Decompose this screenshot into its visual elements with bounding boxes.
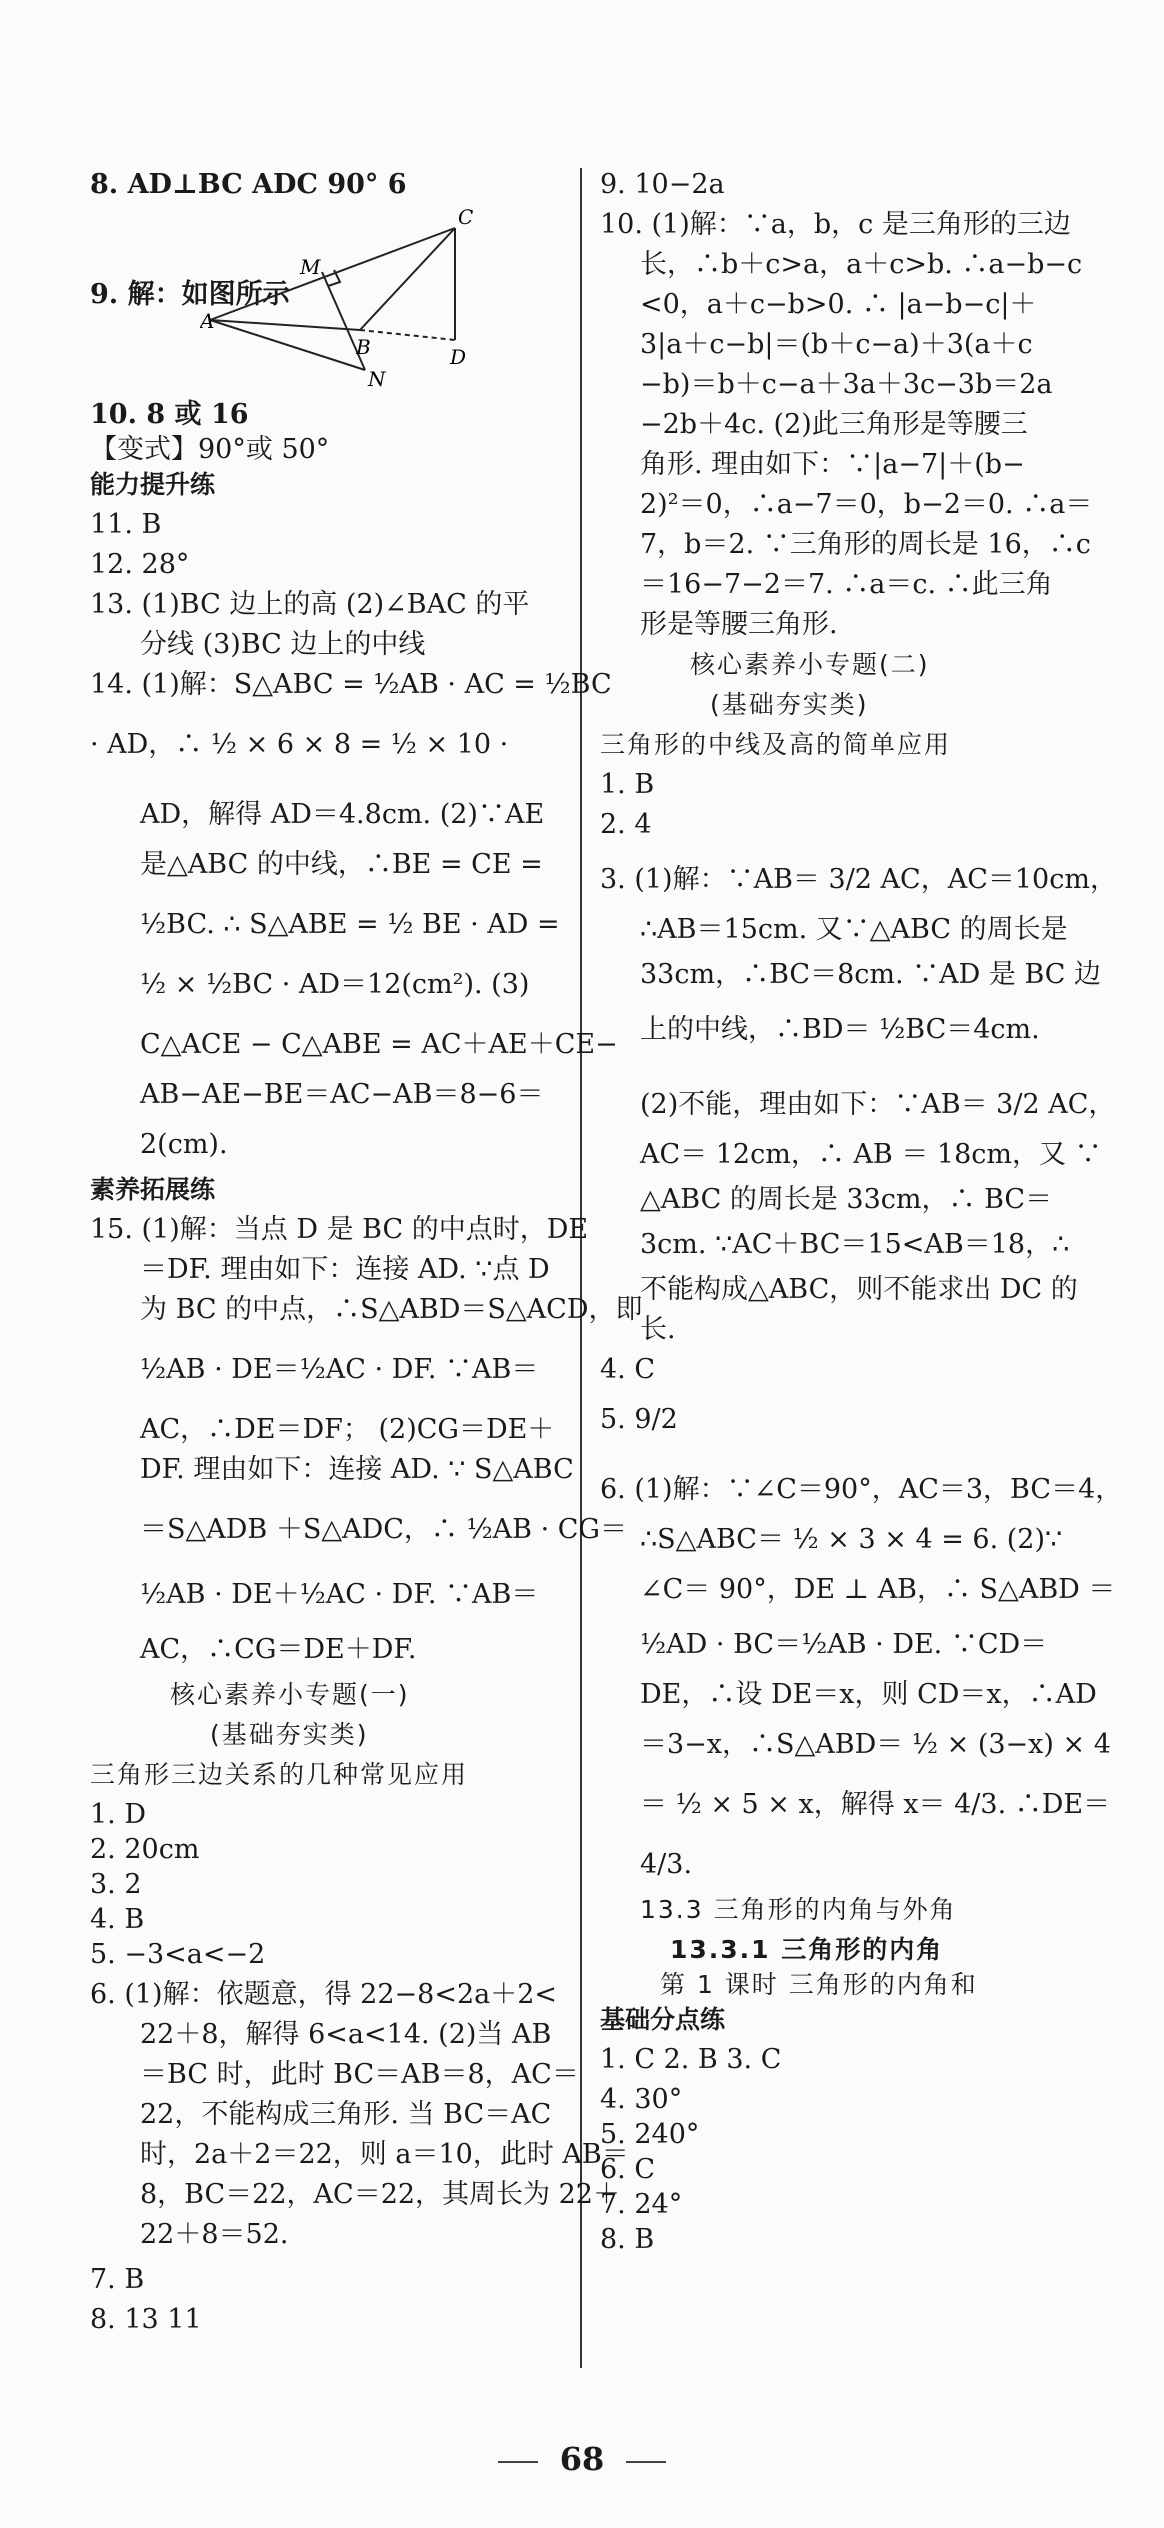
- right-text-line: (基础夯实类): [710, 690, 869, 719]
- left-text-line: 11. B: [90, 509, 162, 540]
- left-text-line: 14. (1)解：S△ABC = ½AB · AC = ½BC: [90, 669, 612, 700]
- right-text-line: ＝16−7−2＝7. ∴a＝c. ∴此三角: [640, 569, 1053, 600]
- right-text-line: 形是等腰三角形.: [640, 609, 838, 640]
- right-text-line: 角形. 理由如下：∵|a−7|＋(b−: [640, 449, 1025, 480]
- left-text-line: ＝BC 时，此时 BC＝AB＝8，AC＝: [140, 2059, 579, 2090]
- left-text-line: ＝S△ADB ＋S△ADC，∴ ½AB · CG＝: [140, 1514, 627, 1545]
- fig-label-m: M: [300, 255, 321, 279]
- left-text-line: 13. (1)BC 边上的高 (2)∠BAC 的平: [90, 589, 530, 620]
- left-text-line: 2. 20cm: [90, 1834, 200, 1865]
- right-text-line: 3. (1)解：∵AB＝ 3/2 AC，AC＝10cm，: [600, 864, 1117, 895]
- right-text-line: 4. 30°: [600, 2084, 683, 2115]
- right-text-line: 基础分点练: [600, 2005, 726, 2034]
- left-text-line: 12. 28°: [90, 549, 190, 580]
- right-text-line: ∴S△ABC＝ ½ × 3 × 4 = 6. (2)∵: [640, 1524, 1063, 1555]
- left-text-line: 是△ABC 的中线，∴BE = CE =: [140, 849, 543, 880]
- right-text-line: DE，∴设 DE＝x，则 CD＝x，∴AD: [640, 1679, 1097, 1710]
- left-text-line: · AD，∴ ½ × 6 × 8 = ½ × 10 ·: [90, 729, 509, 760]
- left-text-line: 15. (1)解：当点 D 是 BC 的中点时，DE: [90, 1214, 589, 1245]
- left-text-line: C△ACE − C△ABE = AC＋AE＋CE−: [140, 1029, 618, 1060]
- left-text-line: 【变式】90°或 50°: [90, 434, 330, 465]
- left-text-line: 9. 解：如图所示: [90, 279, 290, 310]
- right-text-line: 2. 4: [600, 809, 652, 840]
- fig-label-c: C: [458, 205, 474, 229]
- right-text-line: AC＝ 12cm，∴ AB ＝ 18cm，又 ∵: [640, 1139, 1102, 1170]
- left-text-line: ＝DF. 理由如下：连接 AD. ∵点 D: [140, 1254, 550, 1285]
- right-text-line: 5. 240°: [600, 2119, 700, 2150]
- left-text-line: 7. B: [90, 2264, 145, 2295]
- left-text-line: 22＋8，解得 6<a<14. (2)当 AB: [140, 2019, 552, 2050]
- left-text-line: 1. D: [90, 1799, 146, 1830]
- left-text-line: 8，BC＝22，AC＝22，其周长为 22＋: [140, 2179, 620, 2210]
- right-text-line: 8. B: [600, 2224, 655, 2255]
- left-text-line: 为 BC 的中点，∴S△ABD＝S△ACD，即: [140, 1294, 643, 1325]
- right-text-line: △ABC 的周长是 33cm，∴ BC＝: [640, 1184, 1053, 1215]
- left-text-line: 能力提升练: [90, 470, 216, 499]
- left-text-line: AD，解得 AD＝4.8cm. (2)∵AE: [140, 799, 545, 830]
- fig-label-a: A: [200, 309, 215, 333]
- column-divider: [580, 168, 582, 2368]
- left-text-line: 22，不能构成三角形. 当 BC＝AC: [140, 2099, 552, 2130]
- right-text-line: 1. C 2. B 3. C: [600, 2044, 782, 2075]
- left-text-line: AC，∴DE＝DF； (2)CG＝DE＋: [140, 1414, 555, 1445]
- left-text-line: (基础夯实类): [210, 1720, 369, 1749]
- right-text-line: 核心素养小专题(二): [690, 650, 930, 679]
- page-number-footer: [0, 2440, 1164, 2478]
- left-text-line: ½AB · DE＝½AC · DF. ∵AB＝: [140, 1354, 539, 1385]
- left-text-line: AB−AE−BE＝AC−AB＝8−6＝: [140, 1079, 544, 1110]
- right-text-line: 4/3.: [640, 1849, 693, 1880]
- fig-line-an: [210, 320, 365, 370]
- fig-label-n: N: [368, 367, 386, 390]
- right-text-line: (2)不能，理由如下：∵AB＝ 3/2 AC，: [640, 1089, 1116, 1120]
- triangle-figure: [200, 200, 500, 390]
- left-text-line: 时，2a＋2＝22，则 a＝10，此时 AB＝: [140, 2139, 629, 2170]
- left-text-line: 5. −3<a<−2: [90, 1939, 266, 1970]
- right-text-line: 7. 24°: [600, 2189, 683, 2220]
- left-text-line: ½AB · DE＋½AC · DF. ∵AB＝: [140, 1579, 539, 1610]
- right-text-line: 10. (1)解：∵a，b，c 是三角形的三边: [600, 209, 1071, 240]
- left-text-line: 三角形三边关系的几种常见应用: [90, 1760, 469, 1789]
- right-text-line: 不能构成△ABC，则不能求出 DC 的: [640, 1274, 1078, 1305]
- left-text-line: 6. (1)解：依题意，得 22−8<2a＋2<: [90, 1979, 558, 2010]
- left-text-line: 2(cm).: [140, 1129, 228, 1160]
- left-text-line: 4. B: [90, 1904, 145, 1935]
- right-text-line: −b)＝b＋c−a＋3a＋3c−3b＝2a: [640, 369, 1053, 400]
- page-number: 68: [559, 2440, 605, 2478]
- left-text-line: DF. 理由如下：连接 AD. ∵ S△ABC: [140, 1454, 574, 1485]
- right-text-line: 13.3 三角形的内角与外角: [640, 1895, 957, 1924]
- fig-line-bd: [360, 330, 455, 340]
- left-text-line: 22＋8＝52.: [140, 2219, 289, 2250]
- left-text-line: AC，∴CG＝DE＋DF.: [140, 1634, 417, 1665]
- fig-line-ab: [210, 320, 360, 330]
- right-text-line: 9. 10−2a: [600, 169, 725, 200]
- right-text-line: 6. (1)解：∵∠C＝90°，AC＝3，BC＝4，: [600, 1474, 1123, 1505]
- right-text-line: 6. C: [600, 2154, 656, 2185]
- right-text-line: 上的中线，∴BD＝ ½BC＝4cm.: [640, 1014, 1040, 1045]
- right-text-line: −2b＋4c. (2)此三角形是等腰三: [640, 409, 1028, 440]
- fig-label-b: B: [356, 335, 371, 359]
- right-text-line: 三角形的中线及高的简单应用: [600, 730, 952, 759]
- left-text-line: ½BC. ∴ S△ABE = ½ BE · AD =: [140, 909, 560, 940]
- left-text-line: 核心素养小专题(一): [170, 1680, 410, 1709]
- left-text-line: ½ × ½BC · AD＝12(cm²). (3): [140, 969, 530, 1000]
- left-text-line: 8. 13 11: [90, 2304, 202, 2335]
- left-text-line: 分线 (3)BC 边上的中线: [140, 629, 426, 660]
- right-text-line: 4. C: [600, 1354, 656, 1385]
- fig-label-d: D: [450, 345, 467, 369]
- right-text-line: 33cm，∴BC＝8cm. ∵AD 是 BC 边: [640, 959, 1102, 990]
- right-text-line: 3cm. ∵AC＋BC＝15<AB＝18，∴: [640, 1229, 1070, 1260]
- right-text-line: ∴AB＝15cm. 又∵△ABC 的周长是: [640, 914, 1068, 945]
- right-text-line: 3|a＋c−b|＝(b＋c−a)＋3(a＋c: [640, 329, 1033, 360]
- right-text-line: 2)²＝0，∴a−7＝0，b−2＝0. ∴a＝: [640, 489, 1093, 520]
- fig-line-ac: [210, 228, 455, 320]
- right-text-line: <0，a＋c−b>0. ∴ |a−b−c|＋: [640, 289, 1037, 320]
- right-text-line: 长，∴b＋c>a，a＋c>b. ∴a−b−c: [640, 249, 1083, 280]
- left-text-line: 8. AD⊥BC ADC 90° 6: [90, 169, 407, 200]
- left-text-line: 3. 2: [90, 1869, 142, 1900]
- left-text-line: 素养拓展练: [90, 1175, 216, 1204]
- footer-dash-right: [626, 2461, 666, 2463]
- footer-dash-left: [498, 2461, 538, 2463]
- fig-line-bc: [360, 228, 455, 330]
- right-text-line: 第 1 课时 三角形的内角和: [660, 1970, 978, 1999]
- right-text-line: ∠C＝ 90°，DE ⊥ AB，∴ S△ABD ＝: [640, 1574, 1116, 1605]
- right-text-line: 5. 9/2: [600, 1404, 678, 1435]
- left-text-line: 10. 8 或 16: [90, 399, 249, 430]
- right-text-line: ＝3−x，∴S△ABD＝ ½ × (3−x) × 4: [640, 1729, 1111, 1760]
- right-text-line: ＝ ½ × 5 × x，解得 x＝ 4/3. ∴DE＝: [640, 1789, 1111, 1820]
- right-text-line: 1. B: [600, 769, 655, 800]
- right-text-line: 长.: [640, 1314, 676, 1345]
- right-text-line: 13.3.1 三角形的内角: [670, 1935, 944, 1964]
- right-text-line: ½AD · BC＝½AB · DE. ∵CD＝: [640, 1629, 1048, 1660]
- right-text-line: 7，b＝2. ∵三角形的周长是 16，∴c: [640, 529, 1091, 560]
